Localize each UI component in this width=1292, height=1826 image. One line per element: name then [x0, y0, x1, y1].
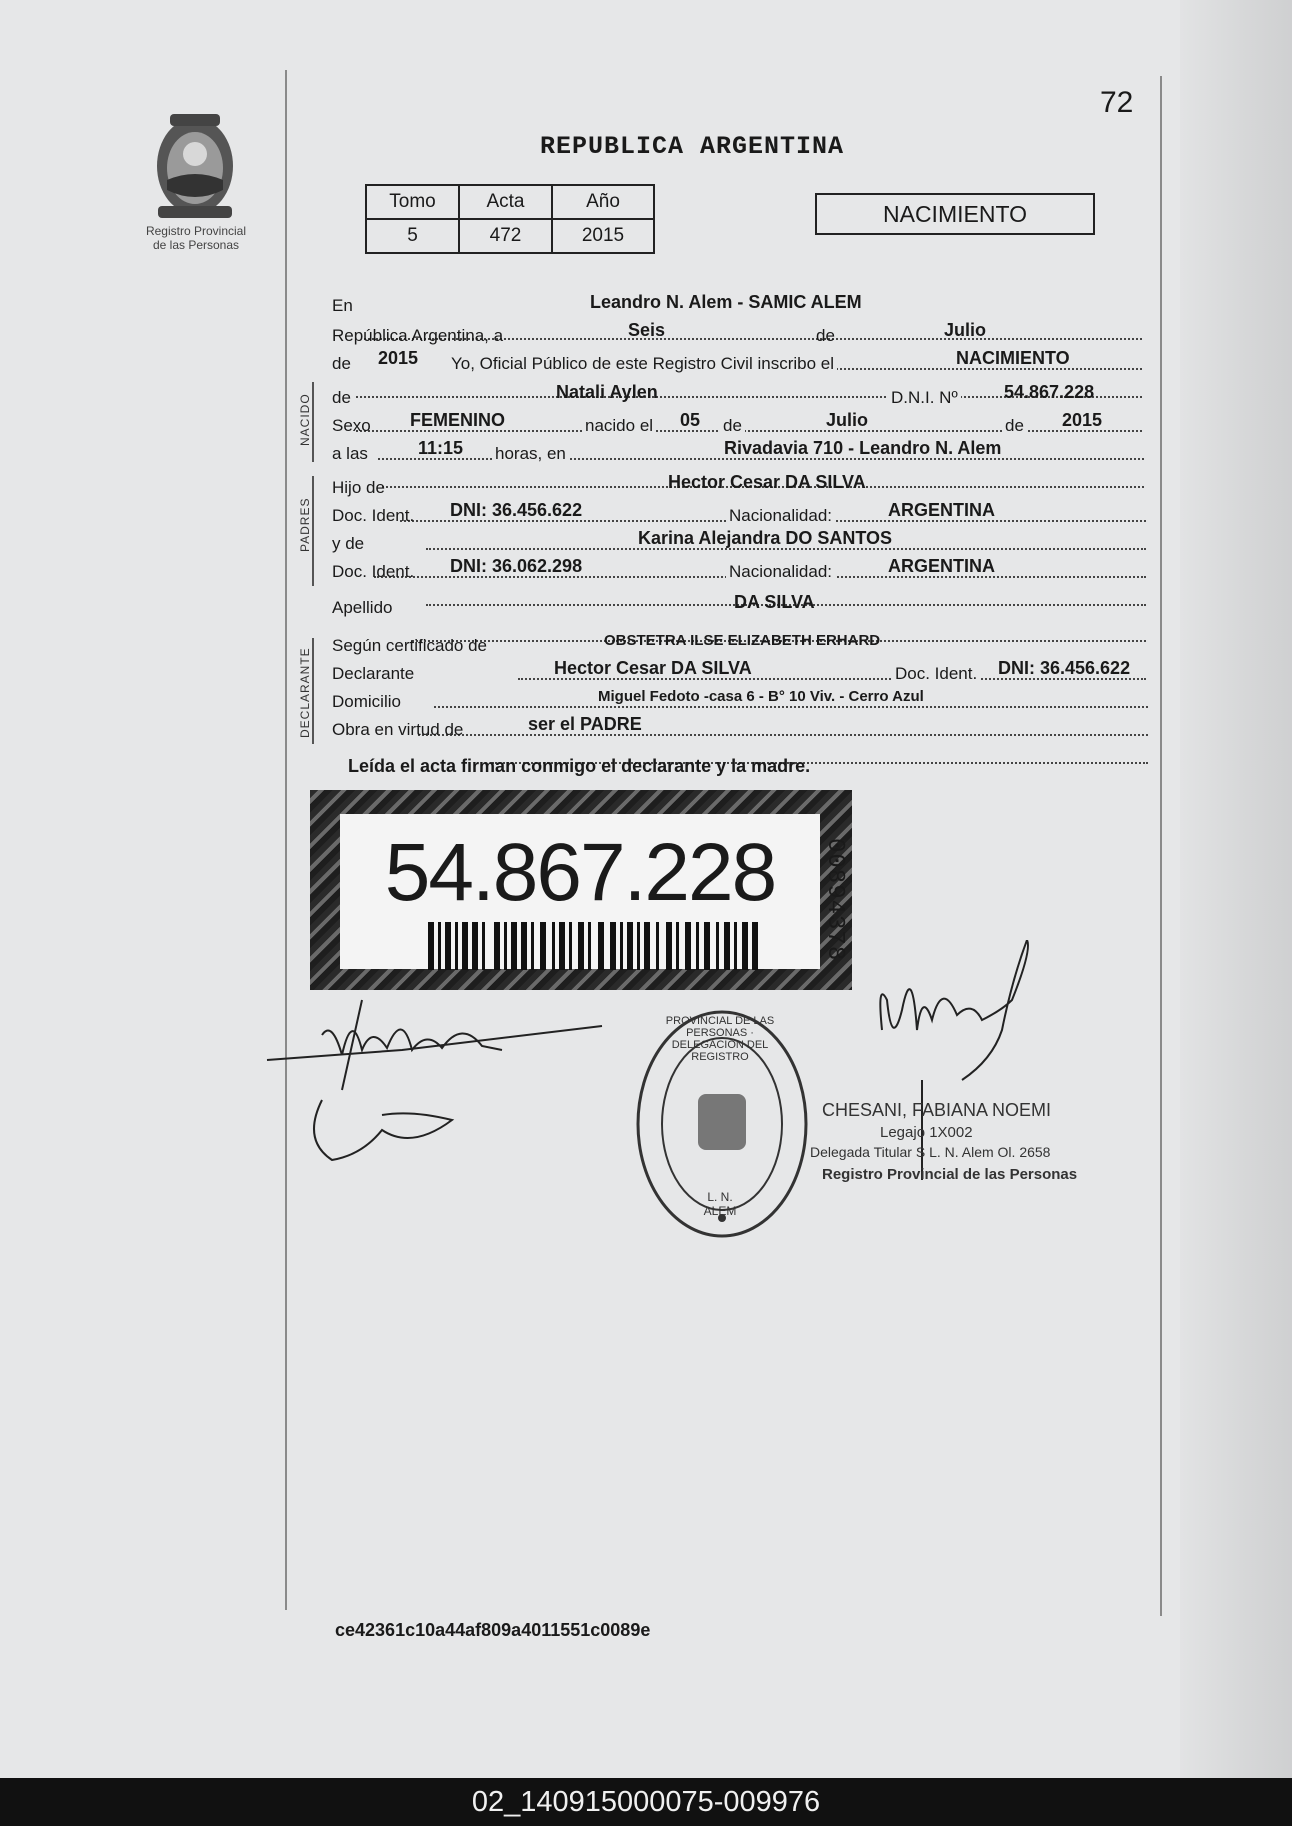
label-de2: de: [332, 354, 351, 373]
ref-value-tomo: 5: [366, 219, 459, 253]
value-sexo: FEMENINO: [410, 410, 506, 430]
value-lugar: Rivadavia 710 - Leandro N. Alem: [724, 438, 1002, 458]
label-domicilio: Domicilio: [332, 692, 401, 711]
label-sexo: Sexo: [332, 416, 371, 435]
row-doc-madre: [332, 556, 1146, 588]
label-doc3: Doc. Ident.: [892, 664, 980, 684]
ref-header-anio: Año: [552, 185, 654, 219]
footer-file-id: 02_140915000075-009976: [0, 1778, 1292, 1826]
value-nac-mes: Julio: [826, 410, 869, 430]
value-mes: Julio: [944, 320, 987, 340]
label-nacionalidad-1: Nacionalidad:: [726, 506, 835, 526]
value-dni: 54.867.228: [1004, 382, 1095, 402]
stamp-registro: Registro Provincial de las Personas: [822, 1166, 1078, 1183]
value-certificado: OBSTETRA ILSE ELIZABETH ERHARD: [604, 632, 881, 649]
label-de3: de: [332, 388, 351, 407]
section-label-nacido: NACIDO: [298, 393, 312, 446]
logo-text-line-2: de las Personas: [152, 238, 240, 252]
label-declarante: Declarante: [332, 664, 415, 683]
value-nac-padre: ARGENTINA: [888, 500, 995, 520]
reference-table: [365, 184, 655, 254]
label-nacido: nacido el: [582, 416, 656, 436]
ref-header-acta: Acta: [459, 185, 552, 219]
row-en: [332, 292, 1142, 322]
value-apellido: DA SILVA: [734, 592, 815, 612]
label-nacionalidad-2: Nacionalidad:: [726, 562, 835, 582]
label-obra: Obra en virtud de: [332, 720, 464, 739]
section-bar-nacido: [312, 382, 314, 462]
label-doc1: Doc. Ident.: [332, 506, 415, 525]
registry-logo-text: [128, 224, 264, 252]
barcode-label: [310, 790, 852, 990]
right-margin-line: [1160, 76, 1162, 1616]
label-hijo: Hijo de: [332, 478, 385, 497]
label-doc2: Doc. Ident.: [332, 562, 415, 581]
value-hora: 11:15: [418, 438, 464, 458]
ref-header-tomo: Tomo: [366, 185, 459, 219]
row-hora: [332, 438, 1144, 470]
value-nac-madre: ARGENTINA: [888, 556, 995, 576]
value-madre: Karina Alejandra DO SANTOS: [638, 528, 893, 548]
document-hash: ce42361c10a44af809a4011551c0089e: [335, 1620, 651, 1640]
section-label-declarante: DECLARANTE: [298, 647, 312, 738]
stamp-legajo: Legajo 1X002: [880, 1124, 973, 1141]
label-certificado: Según certificado de: [332, 636, 487, 655]
signature-declarante: [262, 990, 612, 1170]
barcode-inner: [340, 814, 820, 969]
value-nac-dia: 05: [680, 410, 701, 430]
page-edge: [1180, 0, 1292, 1778]
label-oficial: Yo, Oficial Público de este Registro Civil inscribo el: [448, 354, 837, 374]
barcode-serial-number: 00894378: [821, 838, 848, 962]
value-en: Leandro N. Alem - SAMIC ALEM: [590, 292, 862, 312]
province-seal-logo: [140, 108, 250, 226]
stamp-delegada: Delegada Titular S L. N. Alem Ol. 2658: [810, 1144, 1051, 1160]
label-dni: D.N.I. Nº: [888, 388, 961, 408]
seal-inner-text: L. N. ALEM: [703, 1190, 737, 1218]
barcode-number: 54.867.228: [384, 827, 776, 918]
label-en: En: [332, 296, 353, 315]
value-doc-madre: DNI: 36.062.298: [450, 556, 583, 576]
page-number: 72: [1100, 86, 1134, 119]
row-domicilio: [332, 688, 1148, 718]
left-margin-line: [285, 70, 287, 1610]
label-de5: de: [1002, 416, 1027, 436]
document-type-box: NACIMIENTO: [815, 193, 1095, 235]
ref-value-acta: 472: [459, 219, 552, 253]
logo-text-line-1: Registro Provincial: [145, 224, 247, 238]
label-apellido: Apellido: [332, 598, 393, 617]
value-inscribo: NACIMIENTO: [956, 348, 1070, 368]
section-bar-padres: [312, 476, 314, 586]
section-bar-declarante: [312, 638, 314, 744]
closing-statement: Leída el acta firman conmigo el declarante y la madre.: [348, 756, 811, 776]
barcode-bars: [428, 922, 758, 970]
row-obra: [332, 714, 1148, 746]
row-anio: [332, 348, 1142, 380]
ref-value-anio: 2015: [552, 219, 654, 253]
label-republica: República Argentina, a: [332, 326, 504, 345]
label-alas: a las: [332, 444, 368, 463]
value-obra: ser el PADRE: [528, 714, 642, 734]
value-doc-padre: DNI: 36.456.622: [450, 500, 583, 520]
label-de4: de: [720, 416, 745, 436]
value-dia: Seis: [628, 320, 666, 340]
stamp-name: CHESANI, FABIANA NOEMI: [822, 1100, 1052, 1120]
row-declarante: [332, 658, 1148, 690]
section-label-padres: PADRES: [298, 497, 312, 552]
value-doc-declarante: DNI: 36.456.622: [998, 658, 1131, 678]
page-title: REPUBLICA ARGENTINA: [540, 132, 845, 161]
value-padre: Hector Cesar DA SILVA: [668, 472, 866, 492]
value-anio: 2015: [378, 348, 419, 368]
label-de: de: [816, 326, 835, 345]
value-nombre: Natali Aylen: [556, 382, 658, 402]
seal-circle-text: PROVINCIAL DE LAS PERSONAS · DELEGACION DEL REGISTRO: [665, 1015, 775, 1063]
label-horas: horas, en: [492, 444, 569, 464]
row-apellido: [332, 592, 1146, 624]
value-domicilio: Miguel Fedoto -casa 6 - B° 10 Viv. - Cerro Azul: [598, 688, 924, 705]
value-nac-anio: 2015: [1062, 410, 1103, 430]
label-yde: y de: [332, 534, 365, 553]
value-declarante: Hector Cesar DA SILVA: [554, 658, 752, 678]
